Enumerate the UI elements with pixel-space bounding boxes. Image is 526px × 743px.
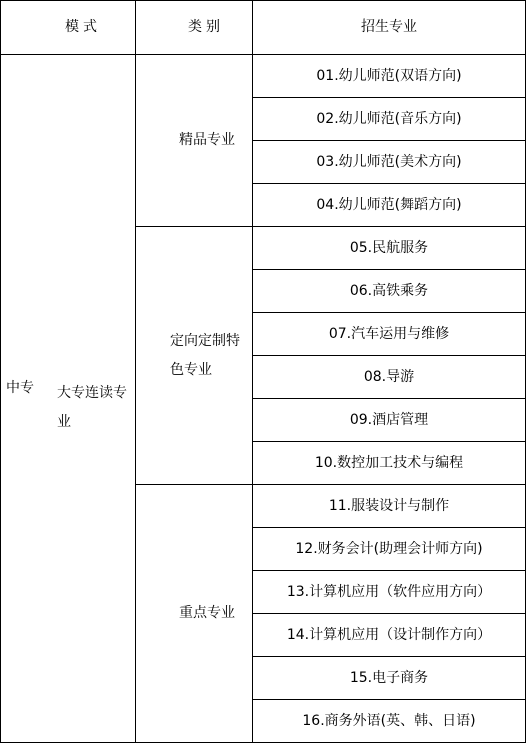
program-cell: 09.酒店管理 [253, 399, 526, 442]
program-cell: 13.计算机应用（软件应用方向） [253, 571, 526, 614]
program-cell: 08.导游 [253, 356, 526, 399]
program-cell: 14.计算机应用（设计制作方向） [253, 614, 526, 657]
mode-label-b: 大专连读专业 [57, 384, 127, 430]
header-programs: 招生专业 [253, 1, 526, 55]
program-cell: 03.幼儿师范(美术方向) [253, 141, 526, 184]
program-cell: 01.幼儿师范(双语方向) [253, 55, 526, 98]
program-cell: 05.民航服务 [253, 227, 526, 270]
mode-cell [1, 55, 136, 743]
header-category: 类别 [136, 1, 253, 55]
category-cell: 重点专业 [136, 485, 253, 743]
program-cell: 10.数控加工技术与编程 [253, 442, 526, 485]
program-cell: 02.幼儿师范(音乐方向) [253, 98, 526, 141]
program-cell: 16.商务外语(英、韩、日语) [253, 700, 526, 743]
program-cell: 06.高铁乘务 [253, 270, 526, 313]
program-cell: 04.幼儿师范(舞蹈方向) [253, 184, 526, 227]
header-mode: 模式 [1, 1, 136, 55]
header-row [1, 1, 526, 55]
category-cell: 精品专业 [136, 55, 253, 227]
program-cell: 11.服装设计与制作 [253, 485, 526, 528]
category-cell: 定向定制特色专业 [136, 227, 253, 485]
program-cell: 15.电子商务 [253, 657, 526, 700]
mode-label-a: 中专 [6, 379, 34, 396]
program-cell: 07.汽车运用与维修 [253, 313, 526, 356]
table-row [1, 55, 526, 98]
program-cell: 12.财务会计(助理会计师方向) [253, 528, 526, 571]
